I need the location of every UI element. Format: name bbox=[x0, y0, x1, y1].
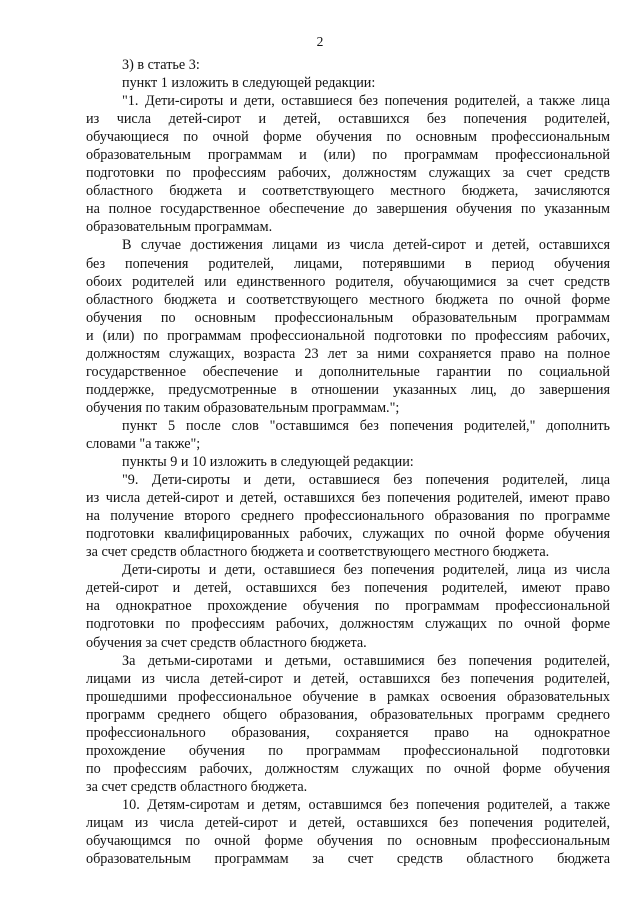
text-line: и (или) по программам профессиональной подготовки по профессиям рабочих, bbox=[86, 327, 610, 344]
text-line: подготовки квалифицированных рабочих, служащих по очной форме обучения bbox=[86, 526, 610, 543]
text-line: без попечения родителей, лицами, потерявшими в период обучения bbox=[86, 255, 610, 272]
text-line: государственное обеспечение и дополнительные гарантии по социальной bbox=[86, 363, 610, 380]
text-line: детей-сирот и детей, оставшихся без попечения родителей, имеют право bbox=[86, 580, 610, 597]
text-line: В случае достижения лицами из числа детей-сирот и детей, оставшихся bbox=[122, 237, 610, 254]
text-line: областного бюджета и соответствующего местного бюджета, зачисляются bbox=[86, 183, 610, 200]
text-line: "1. Дети-сироты и дети, оставшиеся без попечения родителей, а также лица bbox=[122, 93, 610, 110]
text-line: должностям служащих, возраста 23 лет за ними сохраняется право на полное bbox=[86, 345, 610, 362]
text-line: обучающимся по очной форме обучения по основным профессиональным bbox=[86, 833, 610, 850]
text-line: обучения за счет средств областного бюджета. bbox=[86, 634, 367, 651]
text-line: "9. Дети-сироты и дети, оставшиеся без попечения родителей, лица bbox=[122, 472, 610, 489]
text-line: Дети-сироты и дети, оставшиеся без попечения родителей, лица из числа bbox=[122, 562, 610, 579]
text-line: из числа детей-сирот и детей, оставшихся без попечения родителей, имеют право bbox=[86, 490, 610, 507]
text-line: 10. Детям-сиротам и детям, оставшимся без попечения родителей, а также bbox=[122, 796, 610, 813]
text-line: обучающиеся по очной форме обучения по основным профессиональным bbox=[86, 129, 610, 146]
text-line: подготовки по профессиям рабочих, должностям служащих за счет средств bbox=[86, 165, 610, 182]
text-line: на получение второго среднего профессионального образования по программе bbox=[86, 508, 610, 525]
text-line: лицам из числа детей-сирот и детей, оставшихся без попечения родителей, bbox=[86, 814, 610, 831]
text-line: обучения по таким образовательным программам."; bbox=[86, 399, 400, 416]
text-line: на однократное прохождение обучения по программам профессиональной bbox=[86, 598, 610, 615]
text-line: пункт 5 после слов "оставшимся без попечения родителей," дополнить bbox=[122, 417, 610, 434]
text-line: программ среднего общего образования, образовательных программ среднего bbox=[86, 706, 610, 723]
text-line: прохождение обучения по программам профессиональной подготовки bbox=[86, 742, 610, 759]
text-line: поддержке, предусмотренные в отношении указанных лиц, до завершения bbox=[86, 381, 610, 398]
text-line: за счет средств областного бюджета и соответствующего местного бюджета. bbox=[86, 544, 550, 561]
text-line: из числа детей-сирот и детей, оставшихся без попечения родителей, bbox=[86, 111, 610, 128]
text-line: 3) в статье 3: bbox=[122, 57, 200, 73]
text-line: за счет средств областного бюджета. bbox=[86, 778, 308, 795]
text-line: по профессиям рабочих, должностям служащих по очной форме обучения bbox=[86, 760, 610, 777]
text-line: пункты 9 и 10 изложить в следующей редакции: bbox=[122, 454, 414, 471]
text-line: обучения по основным профессиональным образовательным программам bbox=[86, 309, 610, 326]
text-line: лицами из числа детей-сирот и детей, оставшихся без попечения родителей, bbox=[86, 670, 610, 687]
text-line: на полное государственное обеспечение до завершения обучения по указанным bbox=[86, 201, 610, 218]
text-line: подготовки по профессиям рабочих, должностям служащих по очной форме bbox=[86, 616, 610, 633]
text-line: прошедшими профессиональное обучение в рамках освоения образовательных bbox=[86, 688, 610, 705]
page-number: 2 bbox=[316, 34, 324, 49]
text-line: обоих родителей или единственного родителя, обучающимися за счет средств bbox=[86, 273, 610, 290]
text-line: образовательным программам за счет средств областного бюджета bbox=[86, 851, 610, 868]
text-line: За детьми-сиротами и детьми, оставшимися без попечения родителей, bbox=[122, 652, 610, 669]
document-body bbox=[86, 56, 610, 868]
text-line: словами "а также"; bbox=[86, 435, 201, 452]
text-line: профессионального образования, сохраняется право на однократное bbox=[86, 724, 610, 741]
text-line: областного бюджета и соответствующего местного бюджета по очной форме bbox=[86, 291, 610, 308]
text-line: образовательным программам и (или) по программам профессиональной bbox=[86, 147, 610, 164]
text-line: образовательным программам. bbox=[86, 219, 273, 236]
text-line: пункт 1 изложить в следующей редакции: bbox=[122, 75, 376, 92]
